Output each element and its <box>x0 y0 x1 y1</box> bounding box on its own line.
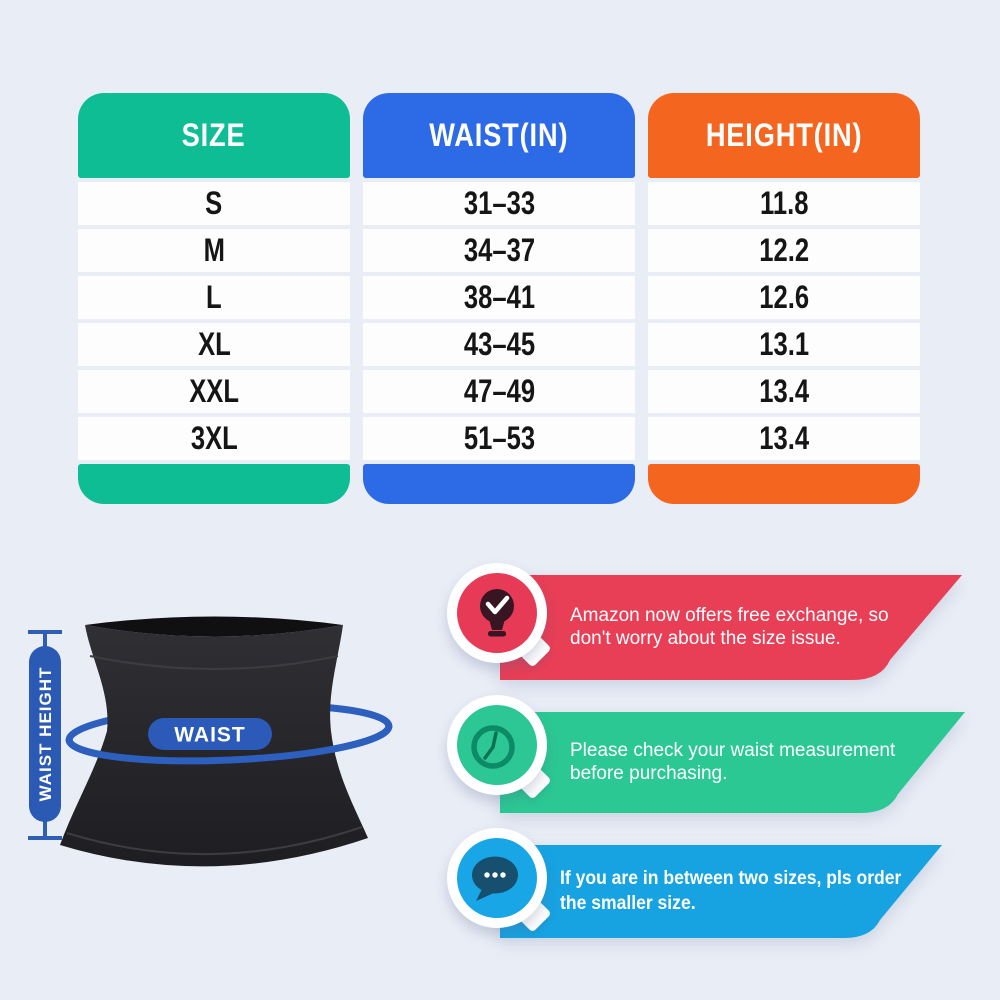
table-cell: 51–53 <box>363 417 635 460</box>
clock-icon <box>457 705 537 785</box>
icon-badge <box>447 695 547 795</box>
column-size <box>78 93 350 504</box>
callout-line: before purchasing. <box>570 763 728 784</box>
callout-check-measurement <box>440 690 980 820</box>
chat-dots-icon <box>457 838 537 918</box>
table-cell: 47–49 <box>363 370 635 413</box>
column-waist <box>363 93 635 504</box>
callout-text <box>570 739 895 785</box>
callout-line: Please check your waist measurement <box>570 740 896 761</box>
table-cell: 31–33 <box>363 182 635 225</box>
callout-free-exchange <box>440 558 975 690</box>
table-cell: 38–41 <box>363 276 635 319</box>
height-column-footer <box>648 464 920 504</box>
table-cell: 43–45 <box>363 323 635 366</box>
size-header-label: SIZE <box>182 117 246 153</box>
table-cell: M <box>78 229 350 272</box>
waist-header-label: WAIST(IN) <box>429 117 569 153</box>
table-cell: XL <box>78 323 350 366</box>
callout-line: Amazon now offers free exchange, so <box>570 605 889 626</box>
column-height <box>648 93 920 504</box>
callout-text <box>570 604 889 650</box>
icon-badge <box>447 563 547 663</box>
table-cell: XXL <box>78 370 350 413</box>
size-chart-table <box>78 93 920 504</box>
waist-height-label: WAIST HEIGHT <box>36 666 56 802</box>
table-cell: S <box>78 182 350 225</box>
lightbulb-check-icon <box>457 573 537 653</box>
size-column-footer <box>78 464 350 504</box>
callout-line: the smaller size. <box>560 892 696 914</box>
callout-between-sizes <box>440 823 960 949</box>
waist-label: WAIST <box>174 723 246 747</box>
table-cell: 34–37 <box>363 229 635 272</box>
table-cell: L <box>78 276 350 319</box>
waist-trainer-illustration <box>10 598 460 908</box>
size-column-header <box>78 93 350 178</box>
callout-line: don't worry about the size issue. <box>570 628 841 649</box>
table-cell: 13.1 <box>648 323 920 366</box>
waist-column-footer <box>363 464 635 504</box>
table-cell: 12.6 <box>648 276 920 319</box>
table-cell: 11.8 <box>648 182 920 225</box>
height-header-label: HEIGHT(IN) <box>705 117 863 153</box>
table-cell: 3XL <box>78 417 350 460</box>
icon-badge <box>447 828 547 928</box>
table-cell: 13.4 <box>648 370 920 413</box>
table-cell: 13.4 <box>648 417 920 460</box>
callout-text <box>560 866 901 916</box>
height-column-header <box>648 93 920 178</box>
callout-line: If you are in between two sizes, pls order <box>560 867 902 889</box>
waist-column-header <box>363 93 635 178</box>
table-cell: 12.2 <box>648 229 920 272</box>
